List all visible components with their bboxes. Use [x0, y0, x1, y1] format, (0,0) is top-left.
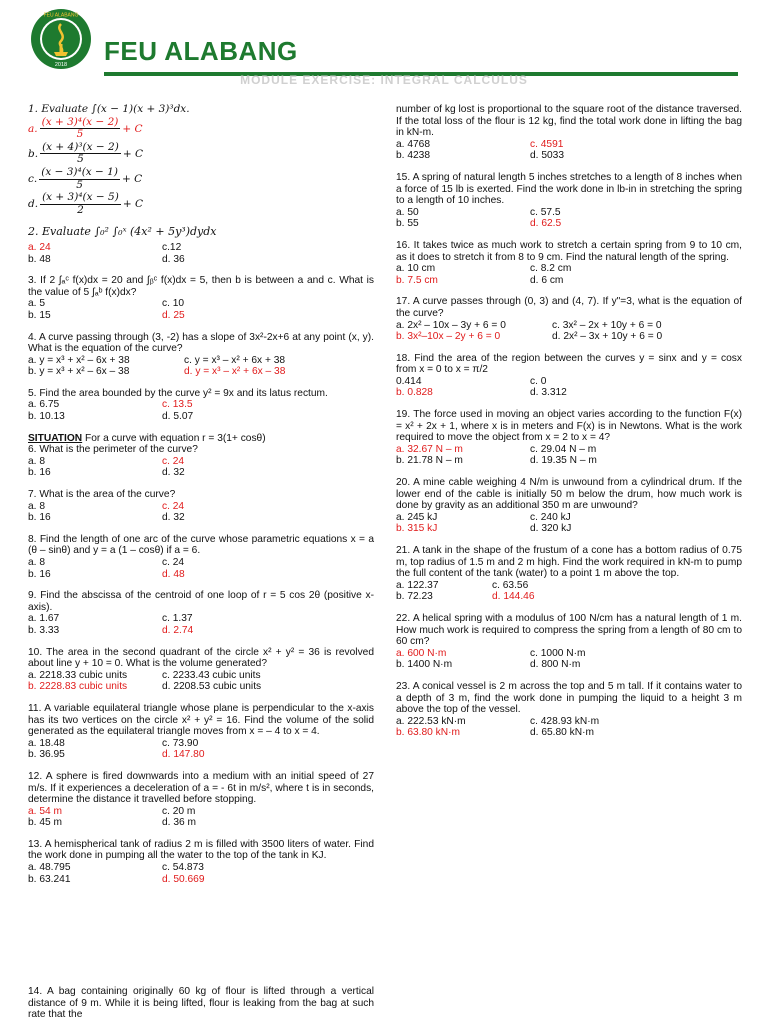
choice-d: d. 144.46 — [492, 591, 535, 603]
choices — [396, 512, 742, 535]
choice-a: a. 8 — [28, 500, 45, 512]
question-10 — [28, 647, 374, 693]
choice-d: d. 32 — [162, 467, 185, 479]
choice-b: b. 4238 — [396, 150, 430, 162]
question-16 — [396, 240, 742, 286]
choice-d: d. 50.669 — [162, 873, 205, 885]
choice-b: b. 55 — [396, 218, 419, 230]
choice-b: b. 0.828 — [396, 387, 433, 399]
choices — [28, 355, 374, 378]
choice-d: d. 48 — [162, 568, 185, 580]
choice-b: b. 63.241 — [28, 873, 71, 885]
choices — [396, 320, 742, 343]
choice-c: c. 3x² – 2x + 10y + 6 = 0 — [552, 319, 662, 331]
choice-d: d. 25 — [162, 309, 185, 321]
question-13 — [28, 839, 374, 885]
choice-c: c. 8.2 cm — [530, 263, 572, 275]
choice-d: d. 320 kJ — [530, 523, 572, 535]
choice-c: c. 13.5 — [162, 399, 193, 411]
question-4 — [28, 332, 374, 378]
choice-b: b. 72.23 — [396, 591, 433, 603]
choice-c: c. 2233.43 cubic units — [162, 669, 261, 681]
question-stem: 4. A curve passing through (3, -2) has a slope of 3x²-2x+6 at any point (x, y). What is the equation of the curve? — [28, 331, 374, 355]
choice-a: a. $\frac{\text{(x + 3)⁴(x − 2)}}{5}$ + C — [28, 115, 143, 141]
question-stem: 20. A mine cable weighing 4 N/m is unwound from a cylindrical drum. If the lower end of the cable is initially 50 m below the drum, how much work is done by gravity as an additional 350 m are unwound? — [396, 477, 742, 512]
question-19 — [396, 409, 742, 467]
choice-c: c. 54.873 — [162, 862, 204, 874]
choice-a: a. 4768 — [396, 138, 430, 150]
choice-c: c. 428.93 kN·m — [530, 715, 600, 727]
choice-d: d. 2208.53 cubic units — [162, 681, 262, 693]
choice-d: d. 65.80 kN·m — [530, 727, 594, 739]
choice-b: b. 45 m — [28, 817, 62, 829]
question-stem: 22. A helical spring with a modulus of 100 N/cm has a natural length of 1 m. How much work is required to compress the spring from a length of 80 cm to 60 cm? — [396, 612, 742, 648]
seal-top-text: FEU ALABANG — [43, 12, 79, 19]
question-stem: 18. Find the area of the region between the curves y = sinx and y = cosx from x = 0 to x = π/2 — [396, 352, 742, 376]
question-17 — [396, 296, 742, 342]
question-stem: 19. The force used in moving an object varies according to the function F(x) = x² + 2x + 1, where x is in meters and F(x) is in Newtons. What is the work required to move the object from x = 2 to x = 4? — [396, 409, 742, 444]
question-stem: 15. A spring of natural length 5 inches stretches to a length of 8 inches when a force of 15 lb is exerted. Find the work done in lb-in in stretching the spring to a length of 10 inches. — [396, 171, 742, 207]
brand-name: FEU ALABANG — [104, 36, 298, 66]
question-stem: 12. A sphere is fired downwards into a medium with an initial speed of 27 m/s. If it experiences a deceleration of a = - 6t in m/s², where t is in seconds, determine the distance it travelled before stopping. — [28, 770, 374, 806]
page-header — [0, 0, 768, 100]
choices — [396, 580, 742, 603]
question-11 — [28, 703, 374, 761]
choices — [396, 716, 742, 739]
choice-d: d. y = x³ – x² + 6x – 38 — [184, 366, 286, 378]
question-23 — [396, 681, 742, 739]
choice-c: c. $\frac{\text{(x − 3)⁴(x − 1)}}{5}$ + C — [28, 165, 143, 191]
question-8 — [28, 534, 374, 580]
choice-b: b. $\frac{\text{(x + 4)³(x − 2)}}{5}$ + C — [28, 140, 143, 166]
situation-heading — [28, 433, 374, 445]
choice-b: b. 10.13 — [28, 411, 65, 423]
choice-c: c. 4591 — [530, 138, 564, 150]
choice-a: a. 2x² – 10x – 3y + 6 = 0 — [396, 319, 506, 331]
choice-b: b. 63.80 kN·m — [396, 727, 460, 739]
question-stem: 13. A hemispherical tank of radius 2 m is filled with 3500 liters of water. Find the work done in pumping all the water to the top of the tank in KJ. — [28, 838, 374, 862]
choice-b: b. 16 — [28, 467, 51, 479]
choice-a: a. 18.48 — [28, 737, 65, 749]
choices — [28, 670, 374, 693]
choice-a: 0.414 — [396, 375, 422, 387]
module-subtitle: MODULE EXERCISE: INTEGRAL CALCULUS — [240, 73, 528, 87]
choices — [28, 242, 374, 265]
choice-b: b. 3.33 — [28, 624, 60, 636]
choice-c: c. 57.5 — [530, 206, 561, 218]
choice-a: a. 54 m — [28, 805, 62, 817]
right-column — [396, 104, 742, 749]
situation-label: SITUATION — [28, 432, 83, 444]
choice-c: c. 24 — [162, 500, 185, 512]
choice-d: d. 6 cm — [530, 274, 564, 286]
choices — [396, 139, 742, 162]
choice-a: a. 2218.33 cubic units — [28, 669, 128, 681]
choice-c: c. 0 — [530, 375, 547, 387]
choices — [28, 613, 374, 636]
question-stem: 11. A variable equilateral triangle whose plane is perpendicular to the x-axis has its two vertices on the circle x² + y² = 16. Find the volume of the solid generated as the equilateral triangle moves from x = – 4 to x = 4. — [28, 702, 374, 738]
choice-a: a. 32.67 N – m — [396, 443, 463, 455]
choices — [396, 263, 742, 286]
choice-c: c. y = x³ – x² + 6x + 38 — [184, 354, 286, 366]
choice-d: d. 19.35 N – m — [530, 455, 597, 467]
choice-c: c. 10 — [162, 298, 185, 310]
choice-a: a. 600 N·m — [396, 647, 447, 659]
choice-c: c. 20 m — [162, 805, 196, 817]
choice-a: a. 48.795 — [28, 862, 71, 874]
choice-d: d. 5.07 — [162, 411, 194, 423]
choices — [28, 557, 374, 580]
question-7 — [28, 489, 374, 524]
choice-a: a. 8 — [28, 557, 45, 568]
choice-b: b. 2228.83 cubic units — [28, 681, 128, 693]
choices — [28, 298, 374, 321]
choice-a: a. 24 — [28, 241, 51, 253]
choice-c: c. 240 kJ — [530, 511, 571, 523]
question-20 — [396, 477, 742, 535]
choice-b: b. 16 — [28, 568, 51, 580]
choice-a: a. 8 — [28, 455, 45, 467]
choice-c: c. 24 — [162, 455, 185, 467]
question-stem: 7. What is the area of the curve? — [28, 489, 176, 501]
choice-c: c. 29.04 N – m — [530, 443, 597, 455]
question-9 — [28, 590, 374, 636]
question-6 — [28, 444, 374, 479]
choice-a: a. 245 kJ — [396, 511, 438, 523]
question-stem: 6. What is the perimeter of the curve? — [28, 444, 198, 456]
choice-b: b. 7.5 cm — [396, 274, 438, 286]
choice-a: a. 1.67 — [28, 613, 60, 625]
choices — [28, 399, 374, 422]
question-12 — [28, 771, 374, 829]
choice-a: a. 10 cm — [396, 263, 436, 275]
choice-b: b. 315 kJ — [396, 523, 438, 535]
choices — [396, 648, 742, 671]
question-stem: 3. If 2 ∫ₐᶜ f(x)dx = 20 and ∫ᵦᶜ f(x)dx = 5, then b is between a and c. What is the value of 5 ∫ₐᵇ f(x)dx? — [28, 275, 374, 298]
choice-d: d. 2.74 — [162, 624, 194, 636]
choice-a: a. 222.53 kN·m — [396, 715, 466, 727]
choice-d: d. 32 — [162, 512, 185, 524]
choice-d: d. 36 m — [162, 817, 196, 829]
question-stem: 23. A conical vessel is 2 m across the top and 5 m tall. If it contains water to a depth of 3 m, find the work done in pumping the liquid to a height 3 m above the top of the vessel. — [396, 680, 742, 716]
choice-d: d. 2x² – 3x + 10y + 6 = 0 — [552, 331, 663, 343]
choices — [28, 738, 374, 761]
question-stem: 5. Find the area bounded by the curve y² = 9x and its latus rectum. — [28, 387, 328, 399]
question-stem: 16. It takes twice as much work to stretch a certain spring from 9 to 10 cm, as it does to stretch it from 8 to 9 cm. Find the natural length of the spring. — [396, 239, 742, 263]
choices — [396, 444, 742, 467]
choices — [28, 862, 374, 885]
question-15 — [396, 172, 742, 230]
question-stem: 9. Find the abscissa of the centroid of one loop of r = 5 cos 2θ (positive x-axis). — [28, 590, 374, 613]
question-stem: 2. Evaluate ∫₀² ∫₀ˣ (4x² + 5y³)dydx — [28, 225, 217, 239]
choice-a: a. 122.37 — [396, 579, 439, 591]
choice-d: d. $\frac{\text{(x + 3)⁴(x − 5)}}{2}$ + C — [28, 191, 143, 216]
question-stem: 1. Evaluate ∫(x − 1)(x + 3)³dx. — [28, 103, 190, 115]
choice-d: d. 62.5 — [530, 218, 562, 230]
situation-text: For a curve with equation r = 3(1+ cosθ) — [82, 432, 266, 444]
choice-b: b. y = x³ + x² – 6x – 38 — [28, 366, 130, 378]
choice-c: c. 63.56 — [492, 579, 529, 591]
question-stem: 10. The area in the second quadrant of the circle x² + y² = 36 is revolved about line y + 10 = 0. What is the volume generated? — [28, 646, 374, 670]
feu-alabang-seal-icon — [30, 8, 92, 70]
question-1 — [28, 104, 374, 216]
choice-a: a. y = x³ + x² – 6x + 38 — [28, 354, 130, 366]
question-stem: 17. A curve passes through (0, 3) and (4, 7). If y"=3, what is the equation of the curve? — [396, 296, 742, 319]
choice-a: a. 6.75 — [28, 399, 60, 411]
choice-d: d. 5033 — [530, 150, 564, 162]
choice-b: b. 36.95 — [28, 749, 65, 761]
question-stem: 8. Find the length of one arc of the curve whose parametric equations x = a (θ – sinθ) and y = a (1 – cosθ) if a = 6. — [28, 533, 374, 557]
choices — [28, 806, 374, 829]
question-22 — [396, 613, 742, 671]
question-5 — [28, 388, 374, 423]
question-2 — [28, 226, 374, 265]
choice-b: b. 16 — [28, 512, 51, 524]
choice-c: c. 73.90 — [162, 737, 199, 749]
choice-a: a. 5 — [28, 298, 45, 310]
question-stem-continued: number of kg lost is proportional to the square root of the distance traversed. If the total loss of the flour is 12 kg, find the total work done in lifting the bag in kN-m. — [396, 104, 742, 139]
question-stem: 21. A tank in the shape of the frustum of a cone has a bottom radius of 0.75 m, top radius of 1.5 m and 2 m high. Find the work required in kN-m to pump the full content of the tank (water) to a point 1 m above the top. — [396, 545, 742, 580]
choices — [28, 501, 374, 524]
choice-b: b. 21.78 N – m — [396, 455, 463, 467]
choice-c: c.12 — [162, 241, 182, 253]
seal-year: 2018 — [54, 62, 68, 68]
choice-a: a. 50 — [396, 206, 419, 218]
choice-d: d. 3.312 — [530, 387, 567, 399]
choice-c: c. 1.37 — [162, 613, 193, 625]
choice-b: b. 3x²–10x – 2y + 6 = 0 — [396, 331, 501, 343]
choice-d: d. 147.80 — [162, 749, 205, 761]
choice-b: b. 1400 N·m — [396, 659, 453, 671]
choice-b: b. 48 — [28, 253, 51, 265]
question-14-continued — [396, 104, 742, 162]
left-column — [28, 104, 374, 895]
choice-b: b. 15 — [28, 309, 51, 321]
choice-c: c. 1000 N·m — [530, 647, 586, 659]
question-18 — [396, 353, 742, 399]
choices — [396, 207, 742, 230]
question-14-stem: 14. A bag containing originally 60 kg of flour is lifted through a vertical distance of 9 m. While it is being lifted, flour is leaking from the bag at such rate that the — [28, 986, 374, 1021]
question-3 — [28, 275, 374, 321]
question-21 — [396, 545, 742, 603]
choice-d: d. 36 — [162, 253, 185, 265]
choices — [28, 456, 374, 479]
choice-c: c. 24 — [162, 557, 185, 568]
choice-d: d. 800 N·m — [530, 659, 581, 671]
choices — [396, 376, 742, 399]
